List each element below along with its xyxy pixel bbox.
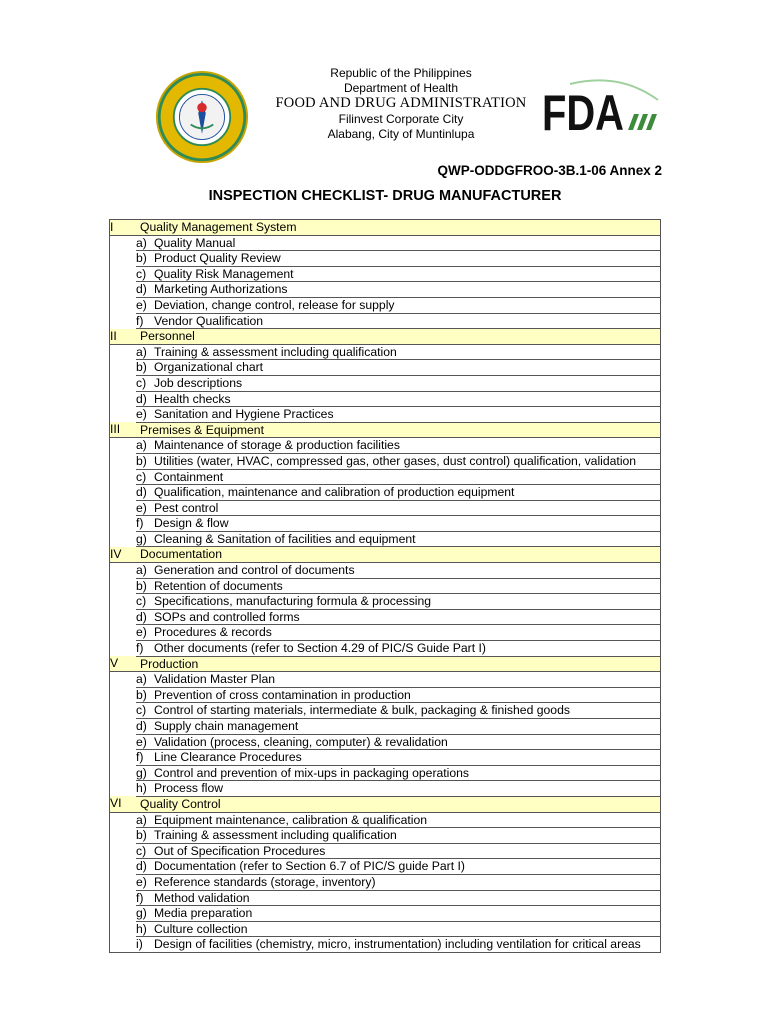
item-number-spacer — [110, 516, 137, 532]
item-letter: a) — [136, 235, 154, 251]
section-row — [110, 220, 661, 236]
checklist-item-row — [110, 500, 661, 516]
checklist-item-row — [110, 297, 661, 313]
header-line-1: Republic of the Philippines — [330, 66, 472, 80]
item-letter: h) — [136, 921, 154, 937]
checklist-item-row — [110, 578, 661, 594]
checklist-item-row — [110, 594, 661, 610]
section-number: V — [110, 656, 137, 672]
item-number-spacer — [110, 874, 137, 890]
item-letter: b) — [136, 453, 154, 469]
item-letter: e) — [136, 407, 154, 423]
section-number: II — [110, 329, 137, 345]
item-number-spacer — [110, 438, 137, 454]
item-number-spacer — [110, 750, 137, 766]
item-letter: g) — [136, 906, 154, 922]
item-number-spacer — [110, 781, 137, 797]
letterhead — [260, 66, 542, 141]
item-text: Utilities (water, HVAC, compressed gas, other gases, dust control) qualification, validation — [154, 453, 661, 469]
checklist-item-row — [110, 391, 661, 407]
item-text: Media preparation — [154, 906, 661, 922]
item-letter: a) — [136, 812, 154, 828]
item-text: Process flow — [154, 781, 661, 797]
fda-logo-text: FDA — [542, 85, 624, 136]
item-letter: g) — [136, 765, 154, 781]
item-letter: c) — [136, 703, 154, 719]
item-number-spacer — [110, 531, 137, 547]
item-number-spacer — [110, 890, 137, 906]
item-number-spacer — [110, 563, 137, 579]
item-letter: b) — [136, 828, 154, 844]
item-text: Procedures & records — [154, 625, 661, 641]
item-letter: d) — [136, 282, 154, 298]
item-letter: a) — [136, 563, 154, 579]
checklist-item-row — [110, 859, 661, 875]
checklist-item-row — [110, 937, 661, 953]
item-text: Pest control — [154, 500, 661, 516]
item-letter: g) — [136, 531, 154, 547]
checklist-item-row — [110, 750, 661, 766]
inspection-checklist-table — [109, 219, 661, 953]
item-number-spacer — [110, 453, 137, 469]
item-text: Product Quality Review — [154, 251, 661, 267]
item-letter: d) — [136, 859, 154, 875]
item-number-spacer — [110, 703, 137, 719]
item-text: Sanitation and Hygiene Practices — [154, 407, 661, 423]
item-text: Cleaning & Sanitation of facilities and equipment — [154, 531, 661, 547]
document-title: INSPECTION CHECKLIST- DRUG MANUFACTURER — [208, 188, 562, 204]
section-row — [110, 329, 661, 345]
item-number-spacer — [110, 812, 137, 828]
section-number: III — [110, 422, 137, 438]
item-text: Design & flow — [154, 516, 661, 532]
checklist-item-row — [110, 235, 661, 251]
item-text: Validation (process, cleaning, computer) & revalidation — [154, 734, 661, 750]
item-letter: f) — [136, 516, 154, 532]
document-number: QWP-ODDGFROO-3B.1-06 Annex 2 — [437, 163, 662, 178]
item-text: Quality Manual — [154, 235, 661, 251]
section-title: Quality Control — [136, 796, 661, 812]
item-number-spacer — [110, 375, 137, 391]
item-letter: b) — [136, 360, 154, 376]
item-number-spacer — [110, 641, 137, 657]
item-number-spacer — [110, 625, 137, 641]
item-number-spacer — [110, 235, 137, 251]
section-row — [110, 796, 661, 812]
agency-name: FOOD AND DRUG ADMINISTRATION — [275, 95, 527, 111]
item-number-spacer — [110, 469, 137, 485]
item-number-spacer — [110, 719, 137, 735]
checklist-item-row — [110, 719, 661, 735]
item-text: Vendor Qualification — [154, 313, 661, 329]
item-number-spacer — [110, 906, 137, 922]
item-number-spacer — [110, 500, 137, 516]
item-letter: d) — [136, 391, 154, 407]
item-number-spacer — [110, 251, 137, 267]
checklist-item-row — [110, 251, 661, 267]
item-text: Health checks — [154, 391, 661, 407]
item-text: Training & assessment including qualification — [154, 344, 661, 360]
item-text: Specifications, manufacturing formula & processing — [154, 594, 661, 610]
item-number-spacer — [110, 485, 137, 501]
item-number-spacer — [110, 344, 137, 360]
item-letter: a) — [136, 344, 154, 360]
item-letter: a) — [136, 438, 154, 454]
checklist-item-row — [110, 438, 661, 454]
section-row — [110, 656, 661, 672]
section-title: Premises & Equipment — [136, 422, 661, 438]
item-text: Line Clearance Procedures — [154, 750, 661, 766]
item-letter: d) — [136, 719, 154, 735]
item-number-spacer — [110, 313, 137, 329]
item-number-spacer — [110, 859, 137, 875]
item-text: Reference standards (storage, inventory) — [154, 874, 661, 890]
checklist-item-row — [110, 531, 661, 547]
header-line-4: Filinvest Corporate City — [338, 112, 464, 126]
item-number-spacer — [110, 297, 137, 313]
item-letter: e) — [136, 625, 154, 641]
checklist-item-row — [110, 734, 661, 750]
checklist-item-row — [110, 344, 661, 360]
item-letter: e) — [136, 734, 154, 750]
checklist-item-row — [110, 672, 661, 688]
department-of-health-seal — [155, 70, 249, 164]
item-text: Marketing Authorizations — [154, 282, 661, 298]
header-line-2: Department of Health — [343, 80, 459, 95]
item-number-spacer — [110, 578, 137, 594]
checklist-item-row — [110, 407, 661, 423]
checklist-item-row — [110, 563, 661, 579]
item-letter: c) — [136, 843, 154, 859]
item-text: Prevention of cross contamination in production — [154, 687, 661, 703]
item-letter: b) — [136, 578, 154, 594]
checklist-item-row — [110, 921, 661, 937]
item-text: Equipment maintenance, calibration & qualification — [154, 812, 661, 828]
item-letter: d) — [136, 609, 154, 625]
section-number: VI — [110, 796, 137, 812]
item-number-spacer — [110, 828, 137, 844]
item-letter: e) — [136, 297, 154, 313]
item-letter: c) — [136, 266, 154, 282]
item-letter: c) — [136, 594, 154, 610]
checklist-item-row — [110, 360, 661, 376]
item-number-spacer — [110, 266, 137, 282]
header-line-5: Alabang, City of Muntinlupa — [327, 126, 475, 141]
item-text: Retention of documents — [154, 578, 661, 594]
item-number-spacer — [110, 360, 137, 376]
section-title: Production — [136, 656, 661, 672]
item-text: Job descriptions — [154, 375, 661, 391]
checklist-item-row — [110, 453, 661, 469]
checklist-item-row — [110, 874, 661, 890]
item-letter: b) — [136, 687, 154, 703]
item-number-spacer — [110, 921, 137, 937]
item-text: Supply chain management — [154, 719, 661, 735]
item-letter: f) — [136, 641, 154, 657]
section-number: IV — [110, 547, 137, 563]
item-text: Containment — [154, 469, 661, 485]
checklist-item-row — [110, 812, 661, 828]
item-number-spacer — [110, 594, 137, 610]
section-title: Personnel — [136, 329, 661, 345]
checklist-item-row — [110, 828, 661, 844]
item-letter: b) — [136, 251, 154, 267]
checklist-item-row — [110, 625, 661, 641]
item-letter: c) — [136, 375, 154, 391]
item-text: Other documents (refer to Section 4.29 of PIC/S Guide Part I) — [154, 641, 661, 657]
item-letter: f) — [136, 313, 154, 329]
checklist-item-row — [110, 266, 661, 282]
checklist-item-row — [110, 313, 661, 329]
item-letter: f) — [136, 890, 154, 906]
item-letter: c) — [136, 469, 154, 485]
item-text: Control of starting materials, intermediate & bulk, packaging & finished goods — [154, 703, 661, 719]
checklist-item-row — [110, 609, 661, 625]
item-text: Method validation — [154, 890, 661, 906]
item-text: Training & assessment including qualification — [154, 828, 661, 844]
fda-logo — [540, 78, 660, 136]
checklist-item-row — [110, 516, 661, 532]
item-text: Qualification, maintenance and calibration of production equipment — [154, 485, 661, 501]
checklist-item-row — [110, 282, 661, 298]
item-text: Out of Specification Procedures — [154, 843, 661, 859]
checklist-item-row — [110, 687, 661, 703]
item-number-spacer — [110, 407, 137, 423]
item-text: Deviation, change control, release for supply — [154, 297, 661, 313]
item-text: Validation Master Plan — [154, 672, 661, 688]
checklist-item-row — [110, 890, 661, 906]
item-letter: a) — [136, 672, 154, 688]
section-row — [110, 422, 661, 438]
item-number-spacer — [110, 282, 137, 298]
item-text: Design of facilities (chemistry, micro, instrumentation) including ventilation for critical areas — [154, 937, 661, 953]
checklist-item-row — [110, 641, 661, 657]
item-number-spacer — [110, 937, 137, 953]
item-number-spacer — [110, 734, 137, 750]
checklist-item-row — [110, 906, 661, 922]
item-text: Quality Risk Management — [154, 266, 661, 282]
item-letter: d) — [136, 485, 154, 501]
section-title: Quality Management System — [136, 220, 661, 236]
item-number-spacer — [110, 843, 137, 859]
item-number-spacer — [110, 609, 137, 625]
item-text: Maintenance of storage & production facilities — [154, 438, 661, 454]
checklist-item-row — [110, 375, 661, 391]
item-letter: e) — [136, 874, 154, 890]
item-text: Culture collection — [154, 921, 661, 937]
checklist-item-row — [110, 843, 661, 859]
item-letter: h) — [136, 781, 154, 797]
section-title: Documentation — [136, 547, 661, 563]
section-number: I — [110, 220, 137, 236]
item-text: Documentation (refer to Section 6.7 of PIC/S guide Part I) — [154, 859, 661, 875]
item-number-spacer — [110, 672, 137, 688]
item-number-spacer — [110, 687, 137, 703]
checklist-item-row — [110, 469, 661, 485]
item-number-spacer — [110, 391, 137, 407]
checklist-item-row — [110, 781, 661, 797]
item-text: SOPs and controlled forms — [154, 609, 661, 625]
item-letter: i) — [136, 937, 154, 953]
item-letter: f) — [136, 750, 154, 766]
item-number-spacer — [110, 765, 137, 781]
section-row — [110, 547, 661, 563]
checklist-item-row — [110, 703, 661, 719]
checklist-item-row — [110, 765, 661, 781]
checklist-item-row — [110, 485, 661, 501]
item-letter: e) — [136, 500, 154, 516]
item-text: Control and prevention of mix-ups in packaging operations — [154, 765, 661, 781]
item-text: Organizational chart — [154, 360, 661, 376]
item-text: Generation and control of documents — [154, 563, 661, 579]
